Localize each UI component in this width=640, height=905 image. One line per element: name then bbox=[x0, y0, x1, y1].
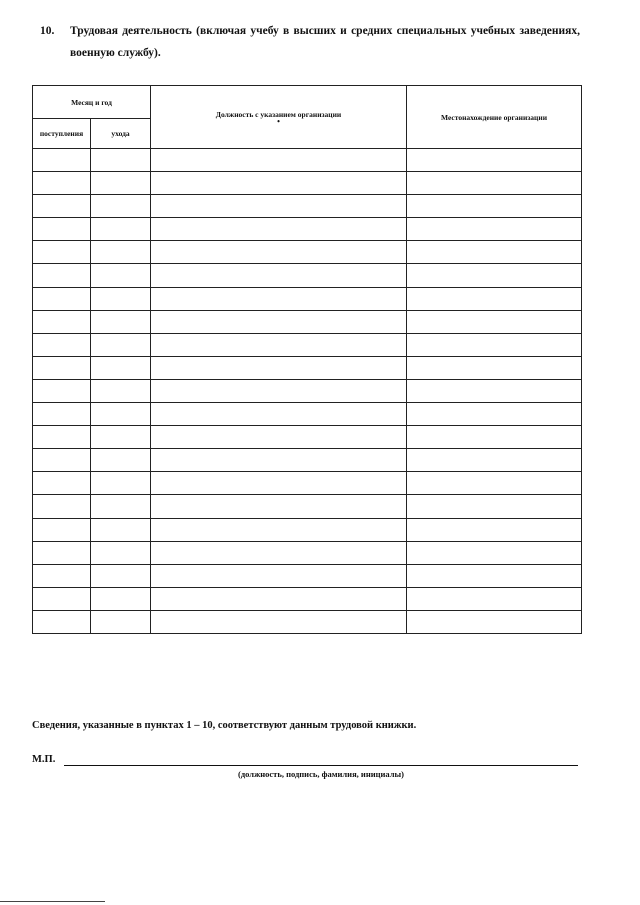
entry-cell[interactable] bbox=[33, 564, 91, 587]
table-row bbox=[33, 241, 582, 264]
entry-cell[interactable] bbox=[33, 241, 91, 264]
position-cell[interactable] bbox=[151, 426, 407, 449]
signature-line[interactable] bbox=[64, 765, 578, 766]
exit-cell[interactable] bbox=[91, 449, 151, 472]
exit-cell[interactable] bbox=[91, 218, 151, 241]
table-row bbox=[33, 172, 582, 195]
table-row bbox=[33, 541, 582, 564]
exit-cell[interactable] bbox=[91, 195, 151, 218]
seal-label: М.П. bbox=[32, 754, 56, 765]
employment-table bbox=[32, 85, 582, 634]
position-cell[interactable] bbox=[151, 518, 407, 541]
location-cell[interactable] bbox=[407, 195, 582, 218]
table-row bbox=[33, 333, 582, 356]
entry-cell[interactable] bbox=[33, 218, 91, 241]
location-cell[interactable] bbox=[407, 426, 582, 449]
exit-cell[interactable] bbox=[91, 564, 151, 587]
location-cell[interactable] bbox=[407, 495, 582, 518]
location-cell[interactable] bbox=[407, 518, 582, 541]
position-cell[interactable] bbox=[151, 149, 407, 172]
exit-cell[interactable] bbox=[91, 287, 151, 310]
exit-cell[interactable] bbox=[91, 241, 151, 264]
exit-cell[interactable] bbox=[91, 587, 151, 610]
header-position bbox=[151, 86, 407, 149]
location-cell[interactable] bbox=[407, 264, 582, 287]
exit-cell[interactable] bbox=[91, 541, 151, 564]
table-body bbox=[33, 149, 582, 634]
location-cell[interactable] bbox=[407, 172, 582, 195]
entry-cell[interactable] bbox=[33, 287, 91, 310]
position-cell[interactable] bbox=[151, 472, 407, 495]
position-cell[interactable] bbox=[151, 218, 407, 241]
entry-cell[interactable] bbox=[33, 403, 91, 426]
header-position-label: Должность с указанием организации bbox=[215, 109, 342, 119]
position-cell[interactable] bbox=[151, 610, 407, 633]
position-cell[interactable] bbox=[151, 264, 407, 287]
signature-caption: (должность, подпись, фамилия, инициалы) bbox=[238, 769, 404, 779]
position-cell[interactable] bbox=[151, 287, 407, 310]
table-row bbox=[33, 356, 582, 379]
table-row bbox=[33, 149, 582, 172]
table-row bbox=[33, 379, 582, 402]
table-row bbox=[33, 426, 582, 449]
exit-cell[interactable] bbox=[91, 472, 151, 495]
position-cell[interactable] bbox=[151, 172, 407, 195]
entry-cell[interactable] bbox=[33, 610, 91, 633]
location-cell[interactable] bbox=[407, 379, 582, 402]
location-cell[interactable] bbox=[407, 403, 582, 426]
table-row bbox=[33, 610, 582, 633]
exit-cell[interactable] bbox=[91, 333, 151, 356]
entry-cell[interactable] bbox=[33, 587, 91, 610]
location-cell[interactable] bbox=[407, 541, 582, 564]
position-cell[interactable] bbox=[151, 241, 407, 264]
position-cell[interactable] bbox=[151, 449, 407, 472]
entry-cell[interactable] bbox=[33, 195, 91, 218]
entry-cell[interactable] bbox=[33, 426, 91, 449]
table-row bbox=[33, 218, 582, 241]
table-row bbox=[33, 449, 582, 472]
table-row bbox=[33, 264, 582, 287]
exit-cell[interactable] bbox=[91, 379, 151, 402]
location-cell[interactable] bbox=[407, 610, 582, 633]
position-cell[interactable] bbox=[151, 403, 407, 426]
table-row bbox=[33, 518, 582, 541]
mark-dot: • bbox=[277, 116, 280, 126]
exit-cell[interactable] bbox=[91, 518, 151, 541]
location-cell[interactable] bbox=[407, 472, 582, 495]
entry-cell[interactable] bbox=[33, 172, 91, 195]
location-cell[interactable] bbox=[407, 218, 582, 241]
table-row bbox=[33, 472, 582, 495]
exit-cell[interactable] bbox=[91, 149, 151, 172]
location-cell[interactable] bbox=[407, 287, 582, 310]
table-row bbox=[33, 403, 582, 426]
header-month-year: Месяц и год bbox=[33, 86, 151, 119]
table-row bbox=[33, 495, 582, 518]
table-row bbox=[33, 564, 582, 587]
exit-cell[interactable] bbox=[91, 403, 151, 426]
location-cell[interactable] bbox=[407, 587, 582, 610]
position-cell[interactable] bbox=[151, 587, 407, 610]
table-row bbox=[33, 587, 582, 610]
exit-cell[interactable] bbox=[91, 610, 151, 633]
position-cell[interactable] bbox=[151, 564, 407, 587]
header-exit: ухода bbox=[91, 119, 151, 149]
position-cell[interactable] bbox=[151, 195, 407, 218]
table-row bbox=[33, 195, 582, 218]
entry-cell[interactable] bbox=[33, 264, 91, 287]
position-cell[interactable] bbox=[151, 310, 407, 333]
entry-cell[interactable] bbox=[33, 310, 91, 333]
entry-cell[interactable] bbox=[33, 541, 91, 564]
table-row bbox=[33, 287, 582, 310]
exit-cell[interactable] bbox=[91, 172, 151, 195]
exit-cell[interactable] bbox=[91, 264, 151, 287]
position-cell[interactable] bbox=[151, 379, 407, 402]
section-heading bbox=[40, 20, 580, 64]
entry-cell[interactable] bbox=[33, 449, 91, 472]
section-title: Трудовая деятельность (включая учебу в высших и средних специальных учебных заведениях, военную службу). bbox=[70, 25, 580, 59]
position-cell[interactable] bbox=[151, 356, 407, 379]
exit-cell[interactable] bbox=[91, 310, 151, 333]
header-entry: поступления bbox=[33, 119, 91, 149]
footnote-divider bbox=[0, 901, 105, 902]
location-cell[interactable] bbox=[407, 241, 582, 264]
position-cell[interactable] bbox=[151, 495, 407, 518]
entry-cell[interactable] bbox=[33, 472, 91, 495]
entry-cell[interactable] bbox=[33, 333, 91, 356]
location-cell[interactable] bbox=[407, 356, 582, 379]
exit-cell[interactable] bbox=[91, 356, 151, 379]
location-cell[interactable] bbox=[407, 333, 582, 356]
section-number: 10. bbox=[40, 25, 55, 37]
entry-cell[interactable] bbox=[33, 495, 91, 518]
table-row bbox=[33, 310, 582, 333]
entry-cell[interactable] bbox=[33, 518, 91, 541]
location-cell[interactable] bbox=[407, 564, 582, 587]
location-cell[interactable] bbox=[407, 310, 582, 333]
location-cell[interactable] bbox=[407, 449, 582, 472]
position-cell[interactable] bbox=[151, 333, 407, 356]
entry-cell[interactable] bbox=[33, 149, 91, 172]
statement-text: Сведения, указанные в пунктах 1 – 10, соответствуют данным трудовой книжки. bbox=[32, 720, 417, 731]
location-cell[interactable] bbox=[407, 149, 582, 172]
header-location: Местонахождение организации bbox=[407, 86, 582, 149]
exit-cell[interactable] bbox=[91, 426, 151, 449]
entry-cell[interactable] bbox=[33, 356, 91, 379]
position-cell[interactable] bbox=[151, 541, 407, 564]
entry-cell[interactable] bbox=[33, 379, 91, 402]
exit-cell[interactable] bbox=[91, 495, 151, 518]
